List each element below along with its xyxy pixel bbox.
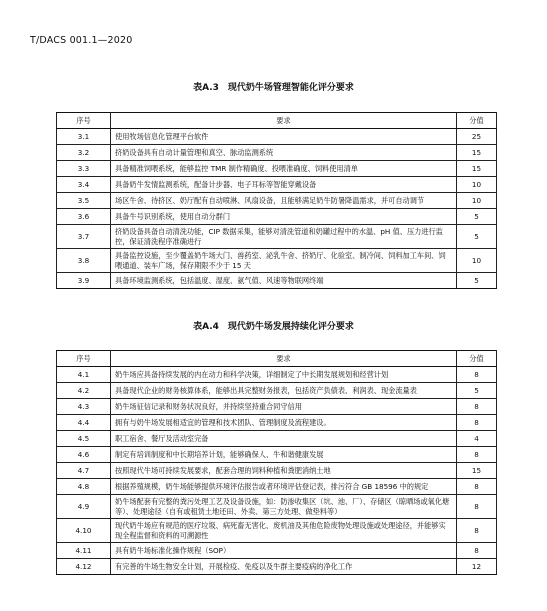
row-requirement: 具备环境监测系统，包括温度、湿度、氨气值、风速等物联网终端 [111,273,457,289]
row-requirement: 具备精准饲喂系统，能够监控 TMR 制作精确度、投喂准确度、饲料使用清单 [111,161,457,177]
row-requirement: 场区牛舍、待挤区、奶厅配有自动喷淋、风扇设备，且能够满足奶牛防暑降温需求，并可自动调节 [111,193,457,209]
table-a4-title: 表A.4 现代奶牛场发展持续化评分要求 [193,322,354,332]
row-score: 5 [457,383,497,399]
table-row [57,495,497,519]
row-requirement: 具有奶牛场标准化操作规程（SOP） [111,543,457,559]
row-score: 5 [457,209,497,225]
row-score: 5 [457,273,497,289]
row-requirement: 奶牛场应具备持续发展的内在动力和科学决策，详细制定了中长期发展规划和经营计划 [111,367,457,383]
row-requirement: 具备牛号识别系统，使用自动分群门 [111,209,457,225]
table-row [57,249,497,273]
column-header-requirement: 要求 [111,351,457,367]
row-number: 3.5 [57,193,111,209]
row-number: 3.8 [57,249,111,273]
row-number: 4.4 [57,415,111,431]
row-requirement: 拥有与奶牛场发展相适宜的管理和技术团队、管理制度及流程建设。 [111,415,457,431]
row-requirement: 挤奶设备具有自动计量管理和真空、脉动监测系统 [111,145,457,161]
row-number: 3.3 [57,161,111,177]
table-row [57,447,497,463]
row-number: 4.1 [57,367,111,383]
row-number: 4.9 [57,495,111,519]
table-row [57,519,497,543]
row-score: 12 [457,559,497,575]
row-score: 8 [457,415,497,431]
row-requirement: 奶牛场征信记录和财务状况良好，并持续坚持重合同守信用 [111,399,457,415]
row-requirement: 具备监控设施，至少覆盖奶牛场大门、兽药室、泌乳牛舍、挤奶厅、化验室、制冷间、饲料加工车间、饲喂通道、装车广场，保存期限不少于 15 天 [111,249,457,273]
column-header-requirement: 要求 [111,113,457,129]
row-number: 4.8 [57,479,111,495]
table-row [57,415,497,431]
row-requirement: 具备奶牛发情监测系统，配备计步器、电子耳标等智能穿戴设备 [111,177,457,193]
table-row [57,225,497,249]
row-requirement: 按照现代牛场可持续发展要求，配套合理的饲料种植和粪肥消纳土地 [111,463,457,479]
row-requirement: 现代奶牛场应有规范的医疗垃圾、病死畜无害化、废机油及其他危险废物处理设施或处理途径，并能够实现全程监督和资料的可溯源性 [111,519,457,543]
table-a3-title: 表A.3 现代奶牛场管理智能化评分要求 [193,83,354,93]
row-score: 8 [457,519,497,543]
row-number: 4.11 [57,543,111,559]
table-row [57,463,497,479]
table-row [57,367,497,383]
row-score: 15 [457,161,497,177]
row-number: 4.2 [57,383,111,399]
column-header-score: 分值 [457,113,497,129]
row-requirement: 奶牛场配套有完整的粪污处理工艺及设备设施，如：防渗收集区（坑、池、厂）、存储区（晾晒场或氧化塘等）、处理途径（自有或租赁土地还田、外卖、第三方处理、做垫料等） [111,495,457,519]
row-requirement: 挤奶设备具备自动清洗功能，CIP 数据采集，能够对清洗管道和奶罐过程中的水温、pH 值、压力进行监控，保证清洗程序准确进行 [111,225,457,249]
table-row [57,559,497,575]
row-score: 8 [457,479,497,495]
table-header-row [57,351,497,367]
row-requirement: 有完善的牛场生物安全计划，开展检疫、免疫以及牛群主要疫病的净化工作 [111,559,457,575]
row-requirement: 使用牧场信息化管理平台软件 [111,129,457,145]
row-number: 4.3 [57,399,111,415]
row-number: 4.10 [57,519,111,543]
row-score: 8 [457,543,497,559]
row-number: 4.5 [57,431,111,447]
row-score: 5 [457,225,497,249]
row-number: 3.9 [57,273,111,289]
table-row [57,193,497,209]
table-row [57,543,497,559]
document-id: T/DACS 001.1—2020 [30,35,133,46]
row-score: 10 [457,249,497,273]
row-score: 15 [457,145,497,161]
table-row [57,129,497,145]
row-score: 15 [457,463,497,479]
row-number: 3.7 [57,225,111,249]
row-number: 3.2 [57,145,111,161]
row-requirement: 根据养殖规模，奶牛场能够提供环境评估报告或者环境评估登记表，排污符合 GB 18596 中的规定 [111,479,457,495]
row-number: 4.6 [57,447,111,463]
column-header-number: 序号 [57,351,111,367]
row-score: 25 [457,129,497,145]
table-row [57,431,497,447]
table-row [57,209,497,225]
table-row [57,399,497,415]
row-number: 3.1 [57,129,111,145]
row-score: 10 [457,193,497,209]
table-a4 [56,350,497,575]
row-requirement: 具备现代企业的财务核算体系，能够出具完整财务报表，包括资产负债表、利润表、现金流量表 [111,383,457,399]
row-requirement: 职工宿舍、餐厅及活动室完备 [111,431,457,447]
row-score: 10 [457,177,497,193]
column-header-number: 序号 [57,113,111,129]
row-number: 3.4 [57,177,111,193]
column-header-score: 分值 [457,351,497,367]
row-score: 4 [457,431,497,447]
row-score: 8 [457,447,497,463]
table-row [57,145,497,161]
table-row [57,161,497,177]
row-number: 3.6 [57,209,111,225]
table-row [57,273,497,289]
table-row [57,383,497,399]
table-header-row [57,113,497,129]
row-score: 8 [457,399,497,415]
row-requirement: 制定有培训制度和中长期培养计划，能够确保人、牛和谐健康发展 [111,447,457,463]
row-number: 4.12 [57,559,111,575]
row-score: 8 [457,367,497,383]
row-score: 8 [457,495,497,519]
row-number: 4.7 [57,463,111,479]
table-row [57,479,497,495]
table-a3 [56,112,497,289]
table-row [57,177,497,193]
